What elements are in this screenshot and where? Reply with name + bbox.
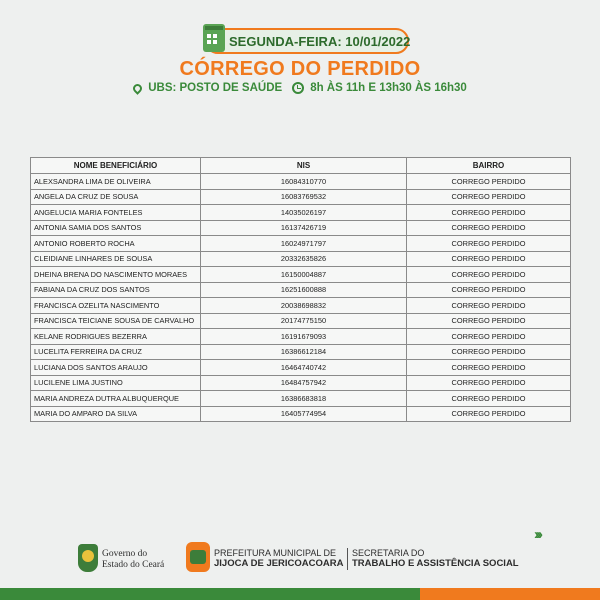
cell-bairro: CORREGO PERDIDO	[407, 360, 571, 376]
cell-nis: 20174775150	[201, 313, 407, 329]
cell-name: LUCILENE LIMA JUSTINO	[31, 375, 201, 391]
date-badge	[205, 28, 409, 54]
cell-nis: 16137426719	[201, 220, 407, 236]
cell-name: FRANCISCA OZELITA NASCIMENTO	[31, 298, 201, 314]
cell-name: FABIANA DA CRUZ DOS SANTOS	[31, 282, 201, 298]
cell-name: MARIA DO AMPARO DA SILVA	[31, 406, 201, 422]
cell-bairro: CORREGO PERDIDO	[407, 375, 571, 391]
cell-name: LUCELITA FERREIRA DA CRUZ	[31, 344, 201, 360]
cell-nis: 16084310770	[201, 174, 407, 190]
cell-bairro: CORREGO PERDIDO	[407, 329, 571, 345]
cell-bairro: CORREGO PERDIDO	[407, 282, 571, 298]
jijoca-crest-icon	[186, 542, 210, 572]
pref-line2: JIJOCA DE JERICOACOARA	[214, 558, 344, 569]
cell-bairro: CORREGO PERDIDO	[407, 267, 571, 283]
cell-name: DHEINA BRENA DO NASCIMENTO MORAES	[31, 267, 201, 283]
cell-bairro: CORREGO PERDIDO	[407, 298, 571, 314]
cell-bairro: CORREGO PERDIDO	[407, 174, 571, 190]
table-row	[31, 189, 571, 205]
cell-bairro: CORREGO PERDIDO	[407, 189, 571, 205]
ceara-seal-icon	[78, 544, 98, 572]
cell-nis: 16251600888	[201, 282, 407, 298]
column-header-nis: NIS	[201, 158, 407, 174]
table-row	[31, 236, 571, 252]
cell-nis: 16024971797	[201, 236, 407, 252]
cell-name: ALEXSANDRA LIMA DE OLIVEIRA	[31, 174, 201, 190]
cell-name: MARIA ANDREZA DUTRA ALBUQUERQUE	[31, 391, 201, 407]
cell-nis: 16386683818	[201, 391, 407, 407]
sec-line1: SECRETARIA DO	[352, 548, 425, 558]
cell-name: KELANE RODRIGUES BEZERRA	[31, 329, 201, 345]
cell-name: ANGELA DA CRUZ DE SOUSA	[31, 189, 201, 205]
table-row	[31, 391, 571, 407]
prefeitura-logo	[214, 548, 344, 569]
table-row	[31, 344, 571, 360]
table-body	[31, 174, 571, 422]
location-hours	[0, 82, 600, 94]
cell-name: ANTONIA SAMIA DOS SANTOS	[31, 220, 201, 236]
column-header-bairro: BAIRRO	[407, 158, 571, 174]
sec-line2: TRABALHO E ASSISTÊNCIA SOCIAL	[352, 558, 519, 569]
pref-line1: PREFEITURA MUNICIPAL DE	[214, 548, 337, 558]
hours-text: 8h ÀS 11h E 13h30 ÀS 16h30	[310, 82, 467, 94]
table-row	[31, 251, 571, 267]
cell-nis: 16150004887	[201, 267, 407, 283]
cell-name: LUCIANA DOS SANTOS ARAUJO	[31, 360, 201, 376]
bottom-color-bar	[0, 588, 600, 600]
table-row	[31, 220, 571, 236]
table-row	[31, 360, 571, 376]
table-row	[31, 406, 571, 422]
gov-line1: Governo do	[102, 549, 148, 559]
table-row	[31, 329, 571, 345]
cell-bairro: CORREGO PERDIDO	[407, 236, 571, 252]
footer-logos	[0, 544, 600, 580]
cell-bairro: CORREGO PERDIDO	[407, 220, 571, 236]
cell-nis: 20038698832	[201, 298, 407, 314]
table-row	[31, 174, 571, 190]
location-pin-icon	[131, 82, 144, 95]
beneficiaries-table	[30, 157, 571, 422]
cell-bairro: CORREGO PERDIDO	[407, 406, 571, 422]
cell-nis: 16464740742	[201, 360, 407, 376]
clock-icon	[292, 82, 304, 94]
date-text: SEGUNDA-FEIRA: 10/01/2022	[229, 33, 411, 49]
secretaria-logo	[352, 548, 519, 569]
table-row	[31, 298, 571, 314]
page-title: CÓRREGO DO PERDIDO	[179, 58, 421, 80]
cell-nis: 20332635826	[201, 251, 407, 267]
cell-bairro: CORREGO PERDIDO	[407, 205, 571, 221]
column-header-name: NOME BENEFICIÁRIO	[31, 158, 201, 174]
gov-ceara-logo	[102, 549, 164, 571]
cell-nis: 16083769532	[201, 189, 407, 205]
cell-bairro: CORREGO PERDIDO	[407, 251, 571, 267]
cell-name: ANTONIO ROBERTO ROCHA	[31, 236, 201, 252]
table-row	[31, 375, 571, 391]
cell-bairro: CORREGO PERDIDO	[407, 391, 571, 407]
table-row	[31, 313, 571, 329]
table-row	[31, 205, 571, 221]
cell-nis: 16484757942	[201, 375, 407, 391]
footer-divider	[347, 548, 348, 570]
cell-name: CLEIDIANE LINHARES DE SOUSA	[31, 251, 201, 267]
arrows-right-icon: ›››	[534, 526, 540, 543]
calendar-icon	[203, 24, 225, 52]
cell-nis: 16405774954	[201, 406, 407, 422]
cell-nis: 14035026197	[201, 205, 407, 221]
table-header-row	[31, 158, 571, 174]
cell-nis: 16386612184	[201, 344, 407, 360]
cell-nis: 16191679093	[201, 329, 407, 345]
gov-line2: Estado do Ceará	[102, 560, 165, 570]
cell-name: FRANCISCA TEICIANE SOUSA DE CARVALHO	[31, 313, 201, 329]
table-row	[31, 267, 571, 283]
cell-bairro: CORREGO PERDIDO	[407, 313, 571, 329]
cell-bairro: CORREGO PERDIDO	[407, 344, 571, 360]
location-text: UBS: POSTO DE SAÚDE	[148, 82, 283, 94]
table-row	[31, 282, 571, 298]
cell-name: ANGELUCIA MARIA FONTELES	[31, 205, 201, 221]
